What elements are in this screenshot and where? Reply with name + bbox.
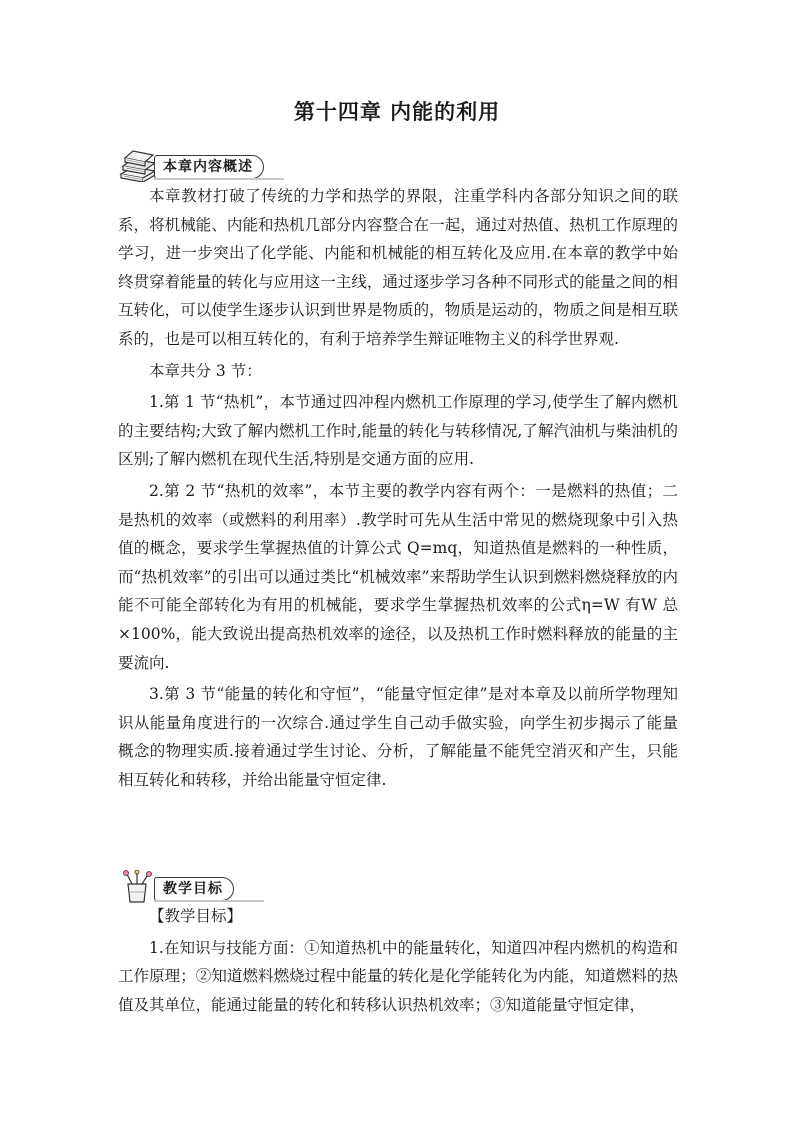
section-header-objectives [118,870,268,904]
paragraph: 2.第 2 节“热机的效率”，本节主要的教学内容有两个：一是燃料的热值；二是热机的效率（或燃料的利用率）.教学时可先从生活中常见的燃烧现象中引入热值的概念，要求学生掌握热值的计算公式 Q=mq，知道热值是燃料的一种性质，而“热机效率”的引出可以通过类比“机械效率”来帮助学生认识到燃料燃烧释放的内能不可能全部转化为有用的机械能，要求学生掌握热机效率的公式η=W 有W 总×100%，能大致说出提高热机效率的途径，以及热机工作时燃料释放的能量的主要流向. [118,481,678,672]
section-header-overview [118,148,288,182]
stack-of-books-icon [118,148,158,182]
paragraph: 1.在知识与技能方面：①知道热机中的能量转化，知道四冲程内燃机的构造和工作原理；②知道燃料燃烧过程中能量的转化是化学能转化为内能，知道燃料的热值及其单位，能通过能量的转化和转移认识热机效率；③知道能量守恒定律， [118,938,678,1014]
subheading: 【教学目标】 [149,907,243,925]
paragraph: 3.第 3 节“能量的转化和守恒”，“能量守恒定律”是对本章及以前所学物理知识从能量角度进行的一次综合.通过学生自己动手做实验，向学生初步揭示了能量概念的物理实质.接着通过学生讨论、分析，了解能量不能凭空消灭和产生，只能相互转化和转移，并给出能量守恒定律. [118,685,678,789]
pencil-cup-icon [118,870,158,904]
paragraph: 1.第 1 节“热机”，本节通过四冲程内燃机工作原理的学习,使学生了解内燃机的主要结构;大致了解内燃机工作时,能量的转化与转移情况,了解汽油机与柴油机的区别;了解内燃机在现代生活,特别是交通方面的应用. [118,393,678,469]
paragraph: 本章共分 3 节： [149,361,262,380]
chapter-title: 第十四章 内能的利用 [293,100,501,124]
section-heading: 教学目标 [154,877,234,901]
paragraph: 本章教材打破了传统的力学和热学的界限，注重学科内各部分知识之间的联系，将机械能、内能和热机几部分内容整合在一起，通过对热值、热机工作原理的学习，进一步突出了化学能、内能和机械能的相互转化及应用.在本章的教学中始终贯穿着能量的转化与应用这一主线，通过逐步学习各种不同形式的能量之间的相互转化，可以使学生逐步认识到世界是物质的，物质是运动的，物质之间是相互联系的，也是可以相互转化的，有利于培养学生辩证唯物主义的科学世界观. [118,187,678,348]
heading-underline [154,178,284,180]
objectives-body [118,902,678,1019]
section-heading: 本章内容概述 [154,155,264,179]
overview-body [118,182,678,794]
